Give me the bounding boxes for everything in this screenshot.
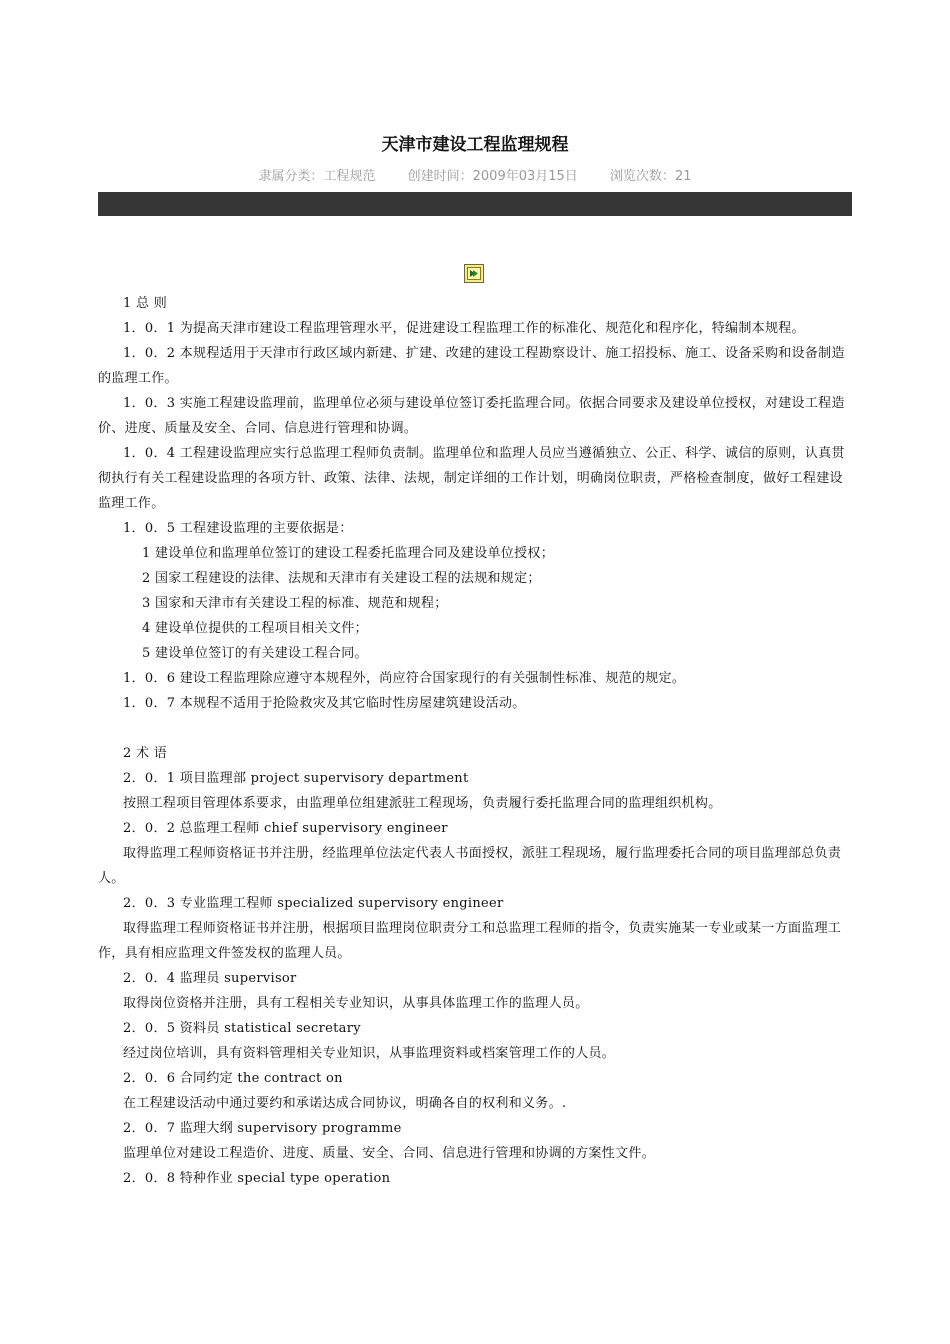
paragraph: 按照工程项目管理体系要求，由监理单位组建派驻工程现场，负责履行委托监理合同的监理组织机构。 [123,796,722,811]
paragraph: 1．0．5 工程建设监理的主要依据是： [123,521,353,536]
paragraph: 1．0．6 建设工程监理除应遵守本规程外，尚应符合国家现行的有关强制性标准、规范的规定。 [123,671,686,686]
article-meta [98,167,852,187]
paragraph: 取得监理工程师资格证书并注册，根据项目监理岗位职责分工和总监理工程师的指令，负责实施某一专业或某一方面监理工作，具有相应监理文件签发权的监理人员。 [98,921,842,961]
paragraph: 在工程建设活动中通过要约和承诺达成合同协议，明确各自的权利和义务。. [123,1096,567,1111]
meta-category: 隶属分类：工程规范 [258,169,376,184]
paragraph: 2．0．3 专业监理工程师 specialized supervisory engineer [123,896,504,911]
header-divider-bar [98,192,852,216]
paragraph: 1．0．2 本规程适用于天津市行政区域内新建、扩建、改建的建设工程勘察设计、施工招投标、施工、设备采购和设备制造的监理工作。 [98,346,845,386]
section-heading: 2 术 语 [123,746,168,761]
list-item: 5 建设单位签订的有关建设工程合同。 [142,646,368,661]
page-title: 天津市建设工程监理规程 [381,135,569,155]
paragraph: 2．0．7 监理大纲 supervisory programme [123,1121,402,1136]
list-item: 3 国家和天津市有关建设工程的标准、规范和规程； [142,596,448,611]
paragraph: 2．0．4 监理员 supervisor [123,971,297,986]
section-heading: 1 总 则 [123,296,168,311]
meta-created: 创建时间：2009年03月15日 [407,169,578,184]
list-item: 2 国家工程建设的法律、法规和天津市有关建设工程的法规和规定； [142,571,541,586]
paragraph: 取得监理工程师资格证书并注册，经监理单位法定代表人书面授权，派驻工程现场，履行监理委托合同的项目监理部总负责人。 [98,846,842,886]
document-attachment-icon[interactable] [464,264,484,283]
paragraph: 1．0．3 实施工程建设监理前，监理单位必须与建设单位签订委托监理合同。依据合同要求及建设单位授权，对建设工程造价、进度、质量及安全、合同、信息进行管理和协调。 [98,396,845,436]
paragraph: 1．0．7 本规程不适用于抢险救灾及其它临时性房屋建筑建设活动。 [123,696,526,711]
paragraph: 2．0．8 特种作业 special type operation [123,1171,391,1186]
paragraph: 1．0．4 工程建设监理应实行总监理工程师负责制。监理单位和监理人员应当遵循独立、公正、科学、诚信的原则，认真贯彻执行有关工程建设监理的各项方针、政策、法律、法规，制定详细的工作计划，明确岗位职责，严格检查制度，做好工程建设监理工作。 [98,446,845,511]
paragraph: 2．0．1 项目监理部 project supervisory department [123,771,469,786]
document-body [98,291,852,1191]
paragraph: 2．0．5 资料员 statistical secretary [123,1021,361,1036]
paragraph: 2．0．2 总监理工程师 chief supervisory engineer [123,821,448,836]
list-item: 4 建设单位提供的工程项目相关文件； [142,621,368,636]
paragraph: 监理单位对建设工程造价、进度、质量、安全、合同、信息进行管理和协调的方案性文件。 [123,1146,656,1161]
list-item: 1 建设单位和监理单位签订的建设工程委托监理合同及建设单位授权； [142,546,555,561]
paragraph: 2．0．6 合同约定 the contract on [123,1071,343,1086]
paragraph: 1．0．1 为提高天津市建设工程监理管理水平，促进建设工程监理工作的标准化、规范化和程序化，特编制本规程。 [123,321,805,336]
blank-line [98,716,852,741]
meta-views: 浏览次数：21 [609,169,692,184]
paragraph: 经过岗位培训，具有资料管理相关专业知识，从事监理资料或档案管理工作的人员。 [123,1046,616,1061]
paragraph: 取得岗位资格并注册，具有工程相关专业知识，从事具体监理工作的监理人员。 [123,996,589,1011]
